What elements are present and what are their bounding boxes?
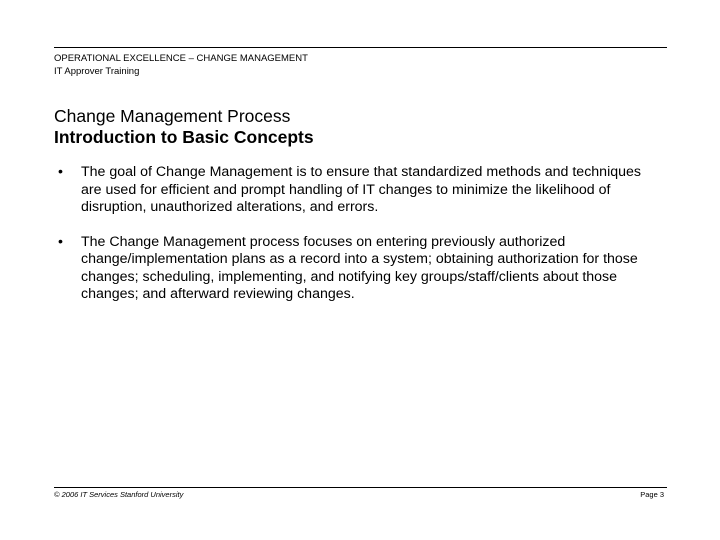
slide-header	[54, 52, 308, 78]
bullet-item	[54, 164, 654, 217]
slide-title-main: Change Management Process	[54, 106, 291, 126]
bullet-icon: •	[58, 164, 63, 180]
slide-title	[54, 106, 314, 148]
header-course-name: IT Approver Training	[54, 66, 140, 77]
bullet-icon: •	[58, 233, 63, 250]
header-rule	[54, 47, 667, 48]
bullet-list	[54, 164, 654, 321]
bullet-item	[54, 234, 654, 304]
footer-page-number: Page 3	[640, 490, 664, 499]
slide-title-subtitle: Introduction to Basic Concepts	[54, 127, 314, 147]
footer-rule	[54, 487, 667, 488]
header-section-title: OPERATIONAL EXCELLENCE – CHANGE MANAGEMENT	[54, 53, 308, 64]
footer-copyright: © 2006 IT Services Stanford University	[54, 490, 184, 499]
bullet-text: The Change Management process focuses on entering previously authorized change/implementation plans as a record into a system; obtaining authorization for those changes; scheduling, implementing, and notifying key groups/staff/clients about those changes; and afterward reviewing changes.	[81, 233, 638, 302]
bullet-text: The goal of Change Management is to ensure that standardized methods and techniques are used for efficient and prompt handling of IT changes to minimize the likelihood of disruption, unauthorized alterations, and errors.	[81, 164, 641, 215]
